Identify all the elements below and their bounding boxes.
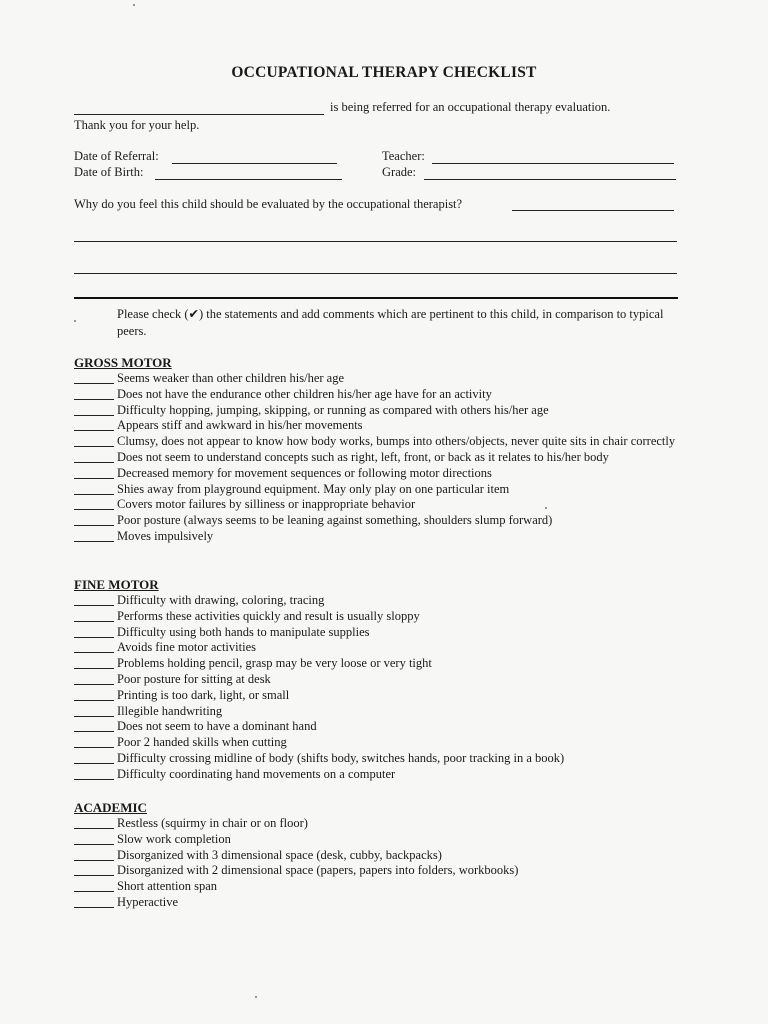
checklist-item-text: Printing is too dark, light, or small [117, 687, 290, 702]
check-blank[interactable] [74, 844, 114, 845]
section-gross-motor [74, 355, 678, 545]
question-answer-line-3[interactable] [74, 273, 677, 274]
checklist-item-text: Does not have the endurance other children his/her age have for an activity [117, 386, 492, 401]
check-blank[interactable] [74, 875, 114, 876]
checklist-item [74, 719, 678, 735]
checklist-item-text: Performs these activities quickly and result is usually sloppy [117, 608, 420, 623]
checklist-item [74, 371, 678, 387]
checklist-item-text: Poor posture (always seems to be leaning against something, shoulders slump forward) [117, 513, 553, 528]
checklist-item-text: Problems holding pencil, grasp may be very loose or very tight [117, 656, 432, 671]
check-blank[interactable] [74, 415, 114, 416]
section-title: FINE MOTOR [74, 577, 159, 592]
checklist-item [74, 704, 678, 720]
check-blank[interactable] [74, 605, 114, 606]
scan-speck [255, 996, 257, 998]
checklist-item [74, 895, 678, 911]
check-blank[interactable] [74, 779, 114, 780]
checklist-item-text: Difficulty coordinating hand movements on a computer [117, 766, 396, 781]
checklist-item [74, 593, 678, 609]
check-blank[interactable] [74, 891, 114, 892]
check-blank[interactable] [74, 731, 114, 732]
child-name-line[interactable] [74, 114, 324, 115]
checklist-item [74, 767, 678, 783]
checklist-item-text: Moves impulsively [117, 528, 214, 543]
check-blank[interactable] [74, 907, 114, 908]
scan-speck [545, 507, 547, 509]
checklist-item-text: Difficulty using both hands to manipulate supplies [117, 624, 370, 639]
check-blank[interactable] [74, 478, 114, 479]
checklist-item [74, 418, 678, 434]
check-blank[interactable] [74, 494, 114, 495]
check-blank[interactable] [74, 763, 114, 764]
section-academic [74, 800, 678, 911]
check-blank[interactable] [74, 747, 114, 748]
check-blank[interactable] [74, 668, 114, 669]
check-blank[interactable] [74, 541, 114, 542]
checklist-item-text: Short attention span [117, 879, 217, 894]
scan-speck [74, 320, 76, 322]
page-title: OCCUPATIONAL THERAPY CHECKLIST [231, 64, 537, 81]
checklist-item-text: Slow work completion [117, 831, 231, 846]
checklist-item-text: Difficulty crossing midline of body (shifts body, switches hands, poor tracking in a book) [117, 750, 565, 765]
check-blank[interactable] [74, 700, 114, 701]
check-blank[interactable] [74, 652, 114, 653]
checklist-item [74, 625, 678, 641]
section-fine-motor [74, 577, 678, 783]
grade-label: Grade: [382, 165, 417, 179]
checklist-item [74, 751, 678, 767]
checklist-item-text: Covers motor failures by silliness or inappropriate behavior [117, 497, 416, 512]
evaluation-question: Why do you feel this child should be evaluated by the occupational therapist? [74, 197, 463, 211]
date-of-birth-label: Date of Birth: [74, 165, 144, 179]
question-answer-line-2[interactable] [74, 241, 677, 242]
date-of-referral-label: Date of Referral: [74, 149, 159, 163]
checklist-item [74, 879, 678, 895]
section-title: GROSS MOTOR [74, 355, 172, 370]
scan-speck [133, 4, 135, 6]
checklist-item [74, 688, 678, 704]
check-blank[interactable] [74, 716, 114, 717]
checklist-item-text: Disorganized with 2 dimensional space (papers, papers into folders, workbooks) [117, 863, 519, 878]
checklist-item [74, 656, 678, 672]
teacher-line[interactable] [432, 163, 674, 164]
checklist-item-text: Clumsy, does not appear to know how body works, bumps into others/objects, never quite sits in chair correctly [117, 434, 676, 449]
checklist-item-text: Hyperactive [117, 894, 179, 909]
checklist-item-text: Seems weaker than other children his/her age [117, 371, 344, 385]
checklist-item [74, 450, 678, 466]
checklist-item-text: Decreased memory for movement sequences or following motor directions [117, 465, 492, 480]
check-blank[interactable] [74, 399, 114, 400]
checklist-item [74, 434, 678, 450]
checklist-item [74, 609, 678, 625]
check-blank[interactable] [74, 828, 114, 829]
checklist-item-text: Shies away from playground equipment. May only play on one particular item [117, 481, 510, 496]
checklist-item [74, 863, 678, 879]
referral-text: is being referred for an occupational therapy evaluation. [330, 100, 611, 114]
checklist-item-text: Appears stiff and awkward in his/her movements [117, 418, 363, 433]
instructions: Please check (✔) the statements and add comments which are pertinent to this child, in comparison to typical peers. [117, 307, 664, 338]
checklist-item-text: Poor 2 handed skills when cutting [117, 735, 287, 750]
teacher-label: Teacher: [382, 149, 425, 163]
check-blank[interactable] [74, 525, 114, 526]
checklist-item [74, 640, 678, 656]
checklist-item-text: Restless (squirmy in chair or on floor) [117, 816, 308, 830]
checklist-item [74, 497, 678, 513]
checklist-item-text: Does not seem to understand concepts such as right, left, front, or back as it relates to his/her body [117, 449, 609, 464]
checklist-item [74, 672, 678, 688]
check-blank[interactable] [74, 860, 114, 861]
checklist-item-text: Difficulty with drawing, coloring, tracing [117, 593, 325, 607]
check-blank[interactable] [74, 462, 114, 463]
checklist-item-text: Difficulty hopping, jumping, skipping, or running as compared with others his/her age [117, 402, 549, 417]
grade-line[interactable] [424, 179, 676, 180]
checklist-item [74, 832, 678, 848]
check-blank[interactable] [74, 383, 114, 384]
date-of-birth-line[interactable] [155, 179, 342, 180]
check-blank[interactable] [74, 446, 114, 447]
checklist-item [74, 816, 678, 832]
section-title: ACADEMIC [74, 800, 147, 815]
check-blank[interactable] [74, 621, 114, 622]
checklist-item-text: Disorganized with 3 dimensional space (desk, cubby, backpacks) [117, 847, 442, 862]
checklist-item-text: Illegible handwriting [117, 703, 223, 718]
checklist-item-text: Avoids fine motor activities [117, 640, 256, 655]
checklist-item [74, 513, 678, 529]
checklist-item [74, 387, 678, 403]
checklist-item [74, 735, 678, 751]
checklist-item [74, 482, 678, 498]
check-blank[interactable] [74, 430, 114, 431]
check-blank[interactable] [74, 684, 114, 685]
thanks-text: Thank you for your help. [74, 118, 200, 132]
checklist-item-text: Poor posture for sitting at desk [117, 671, 271, 686]
question-answer-line-1[interactable] [512, 210, 674, 211]
checklist-item [74, 403, 678, 419]
date-of-referral-line[interactable] [172, 163, 337, 164]
check-blank[interactable] [74, 637, 114, 638]
checklist-item [74, 529, 678, 545]
checklist-item-text: Does not seem to have a dominant hand [117, 719, 317, 734]
checklist-item [74, 466, 678, 482]
section-divider [74, 297, 678, 299]
checklist-item [74, 848, 678, 864]
check-blank[interactable] [74, 509, 114, 510]
